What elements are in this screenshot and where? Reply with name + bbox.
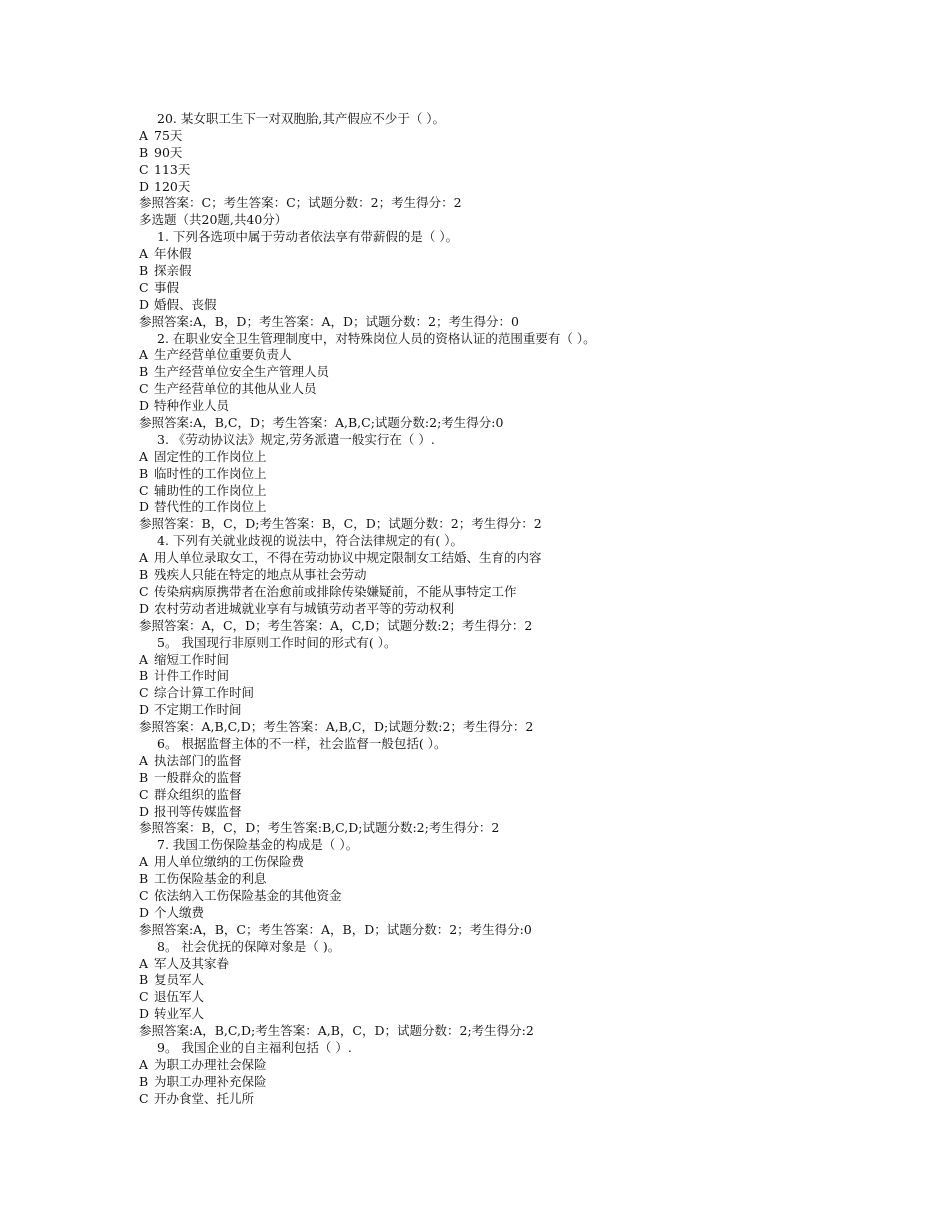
option-a: A 75天 <box>139 127 183 143</box>
option-b: B 临时性的工作岗位上 <box>139 465 267 481</box>
option-a: A 执法部门的监督 <box>139 752 242 768</box>
option-d: D 转业军人 <box>139 1006 205 1022</box>
option-d: D 替代性的工作岗位上 <box>139 499 267 515</box>
option-d: D 报刊等传媒监督 <box>139 803 242 819</box>
option-b: B 一般群众的监督 <box>139 769 242 785</box>
option-d: D 120天 <box>139 178 191 194</box>
question-title: 1. 下列各选项中属于劳动者依法享有带薪假的是（ ）。 <box>157 229 459 245</box>
question-block <box>139 432 839 533</box>
question-block <box>139 229 839 330</box>
option-d: D 农村劳动者进城就业享有与城镇劳动者平等的劳动权利 <box>139 600 455 616</box>
question-title: 5。 我国现行非原则工作时间的形式有( ）。 <box>157 634 397 650</box>
question-block <box>139 635 839 736</box>
option-d: D 婚假、丧假 <box>139 296 217 312</box>
answer-line: 参照答案：A,B,C,D；考生答案：A,B,C，D;试题分数:2；考生得分：2 <box>139 719 534 735</box>
option-a: A 用人单位录取女工，不得在劳动协议中规定限制女工结婚、生育的内容 <box>139 550 542 566</box>
option-d: D 特种作业人员 <box>139 398 230 414</box>
option-a: A 为职工办理社会保险 <box>139 1056 267 1072</box>
section-header: 多选题（共20题,共40分） <box>139 212 288 228</box>
option-c: C 退伍军人 <box>139 989 205 1005</box>
question-title: 3. 《劳动协议法》规定,劳务派遣一般实行在（ ）. <box>157 431 435 447</box>
option-a: A 缩短工作时间 <box>139 651 230 667</box>
answer-line: 参照答案：C；考生答案：C；试题分数：2；考生得分：2 <box>139 195 462 211</box>
option-c: C 综合计算工作时间 <box>139 685 255 701</box>
option-b: B 90天 <box>139 144 183 160</box>
option-b: B 复员军人 <box>139 972 205 988</box>
question-block <box>139 533 839 634</box>
option-b: B 为职工办理补充保险 <box>139 1073 267 1089</box>
answer-line: 参照答案:A，B,C,D;考生答案：A,B，C，D；试题分数：2;考生得分:2 <box>139 1023 534 1039</box>
answer-line: 参照答案:A，B，C；考生答案：A，B，D；试题分数：2；考生得分:0 <box>139 921 532 937</box>
answer-line: 参照答案:A，B，D；考生答案：A，D；试题分数：2；考生得分：0 <box>139 313 519 329</box>
answer-line: 参照答案：B，C，D；考生答案:B,C,D;试题分数:2;考生得分：2 <box>139 820 500 836</box>
question-title: 7. 我国工伤保险基金的构成是（ ）。 <box>157 837 359 853</box>
option-c: C 生产经营单位的其他从业人员 <box>139 381 317 397</box>
answer-line: 参照答案：A，C，D；考生答案：A，C,D；试题分数:2；考生得分：2 <box>139 617 533 633</box>
option-c: C 事假 <box>139 279 180 295</box>
question-block <box>139 331 839 432</box>
question-title: 4. 下列有关就业歧视的说法中，符合法律规定的有( ）。 <box>157 533 464 549</box>
document-page <box>139 111 839 1108</box>
question-block <box>139 736 839 837</box>
option-b: B 生产经营单位安全生产管理人员 <box>139 364 330 380</box>
question-title: 6。 根据监督主体的不一样，社会监督一般包括( ）。 <box>157 735 447 751</box>
option-d: D 不定期工作时间 <box>139 702 242 718</box>
option-b: B 计件工作时间 <box>139 668 230 684</box>
question-title: 9。 我国企业的自主福利包括（ ）. <box>157 1039 352 1055</box>
question-block <box>139 837 839 938</box>
question-block <box>139 111 839 212</box>
option-c: C 开办食堂、托儿所 <box>139 1090 255 1106</box>
question-block <box>139 939 839 1040</box>
option-a: A 生产经营单位重要负责人 <box>139 347 292 363</box>
option-d: D 个人缴费 <box>139 904 205 920</box>
option-b: B 探亲假 <box>139 263 192 279</box>
question-title: 8。 社会优抚的保障对象是（ )。 <box>157 938 341 954</box>
answer-line: 参照答案：B，C，D;考生答案：B，C，D；试题分数：2；考生得分：2 <box>139 516 542 532</box>
option-a: A 用人单位缴纳的工伤保险费 <box>139 854 305 870</box>
option-b: B 残疾人只能在特定的地点从事社会劳动 <box>139 567 367 583</box>
option-b: B 工伤保险基金的利息 <box>139 871 267 887</box>
answer-line: 参照答案:A，B,C，D；考生答案：A,B,C;试题分数:2;考生得分:0 <box>139 415 504 431</box>
option-c: C 辅助性的工作岗位上 <box>139 482 267 498</box>
option-c: C 113天 <box>139 161 191 177</box>
option-c: C 传染病病原携带者在治愈前或排除传染嫌疑前，不能从事特定工作 <box>139 583 517 599</box>
question-title: 20. 某女职工生下一对双胞胎,其产假应不少于（ ）。 <box>157 111 446 126</box>
question-block <box>139 1040 839 1108</box>
option-a: A 年休假 <box>139 246 192 262</box>
question-title: 2. 在职业安全卫生管理制度中，对特殊岗位人员的资格认证的范围重要有（ ）。 <box>157 330 596 346</box>
option-a: A 军人及其家眷 <box>139 955 230 971</box>
option-c: C 依法纳入工伤保险基金的其他资金 <box>139 887 342 903</box>
option-a: A 固定性的工作岗位上 <box>139 448 267 464</box>
option-c: C 群众组织的监督 <box>139 786 242 802</box>
